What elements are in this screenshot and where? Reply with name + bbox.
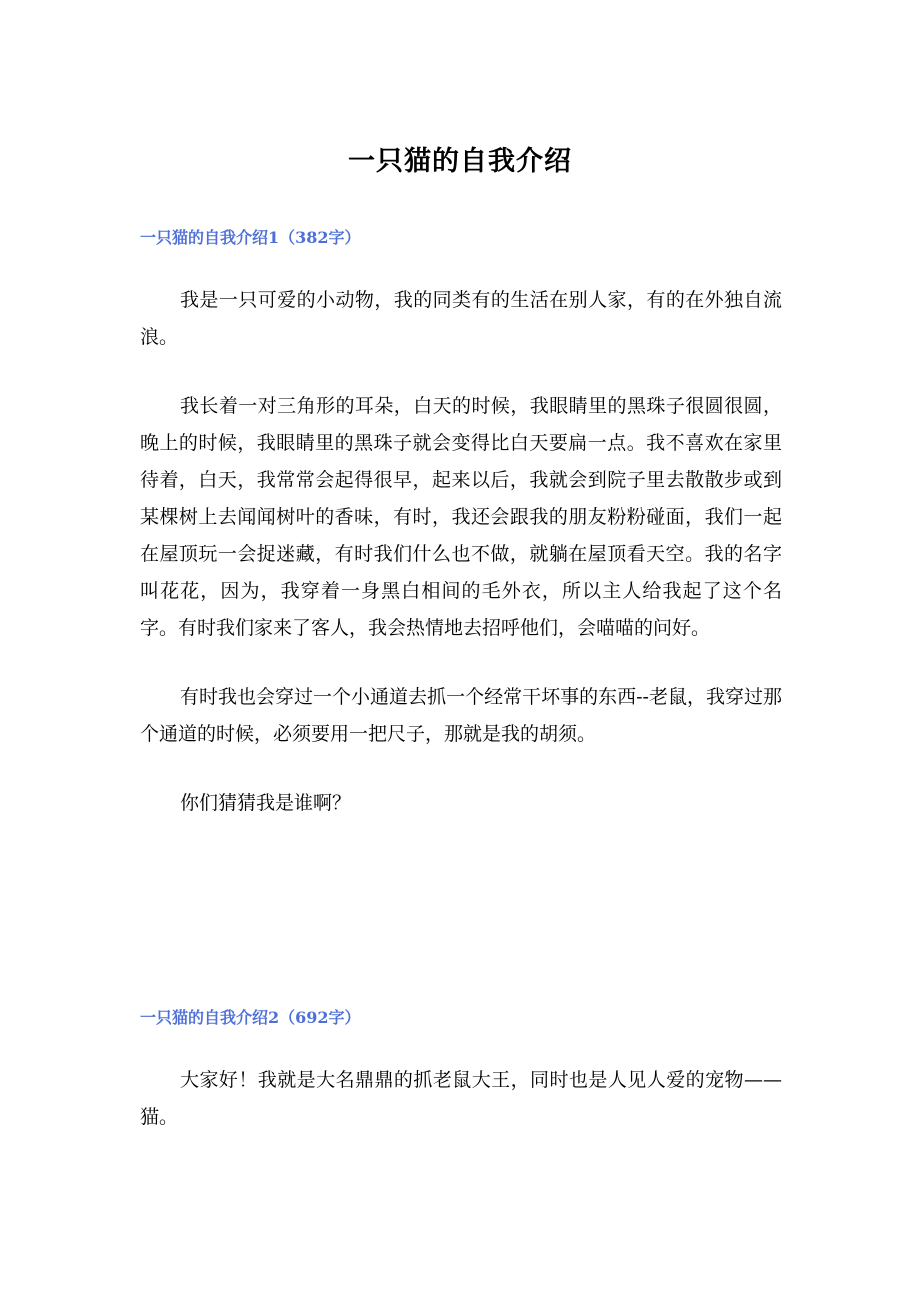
section-1-paragraph-4: 你们猜猜我是谁啊？ xyxy=(180,792,352,814)
section-2-heading: 一只猫的自我介绍2（692字） xyxy=(140,1008,361,1027)
section-1-paragraph-1: 我是一只可爱的小动物，我的同类有的生活在别人家，有的在外独自流浪。 xyxy=(140,289,782,348)
section-2-paragraph-1: 大家好！我就是大名鼎鼎的抓老鼠大王，同时也是人见人爱的宠物——猫。 xyxy=(140,1069,782,1128)
section-1-heading: 一只猫的自我介绍1（382字） xyxy=(140,228,361,247)
section-1-paragraph-2: 我长着一对三角形的耳朵，白天的时候，我眼睛里的黑珠子很圆很圆，晚上的时候，我眼睛里的黑珠子就会变得比白天要扁一点。我不喜欢在家里待着，白天，我常常会起得很早，起来以后，我就会到院子里去散散步或到某棵树上去闻闻树叶的香味，有时，我还会跟我的朋友粉粉碰面，我们一起在屋顶玩一会捉迷藏，有时我们什么也不做，就躺在屋顶看天空。我的名字叫花花，因为，我穿着一身黑白相间的毛外衣，所以主人给我起了这个名字。有时我们家来了客人，我会热情地去招呼他们，会喵喵的问好。 xyxy=(140,395,782,639)
section-1 xyxy=(140,226,782,854)
section-2 xyxy=(140,1006,782,1136)
section-1-paragraph-3: 有时我也会穿过一个小通道去抓一个经常干坏事的东西--老鼠，我穿过那个通道的时候，必须要用一把尺子，那就是我的胡须。 xyxy=(140,686,782,745)
document-title: 一只猫的自我介绍 xyxy=(348,146,572,177)
